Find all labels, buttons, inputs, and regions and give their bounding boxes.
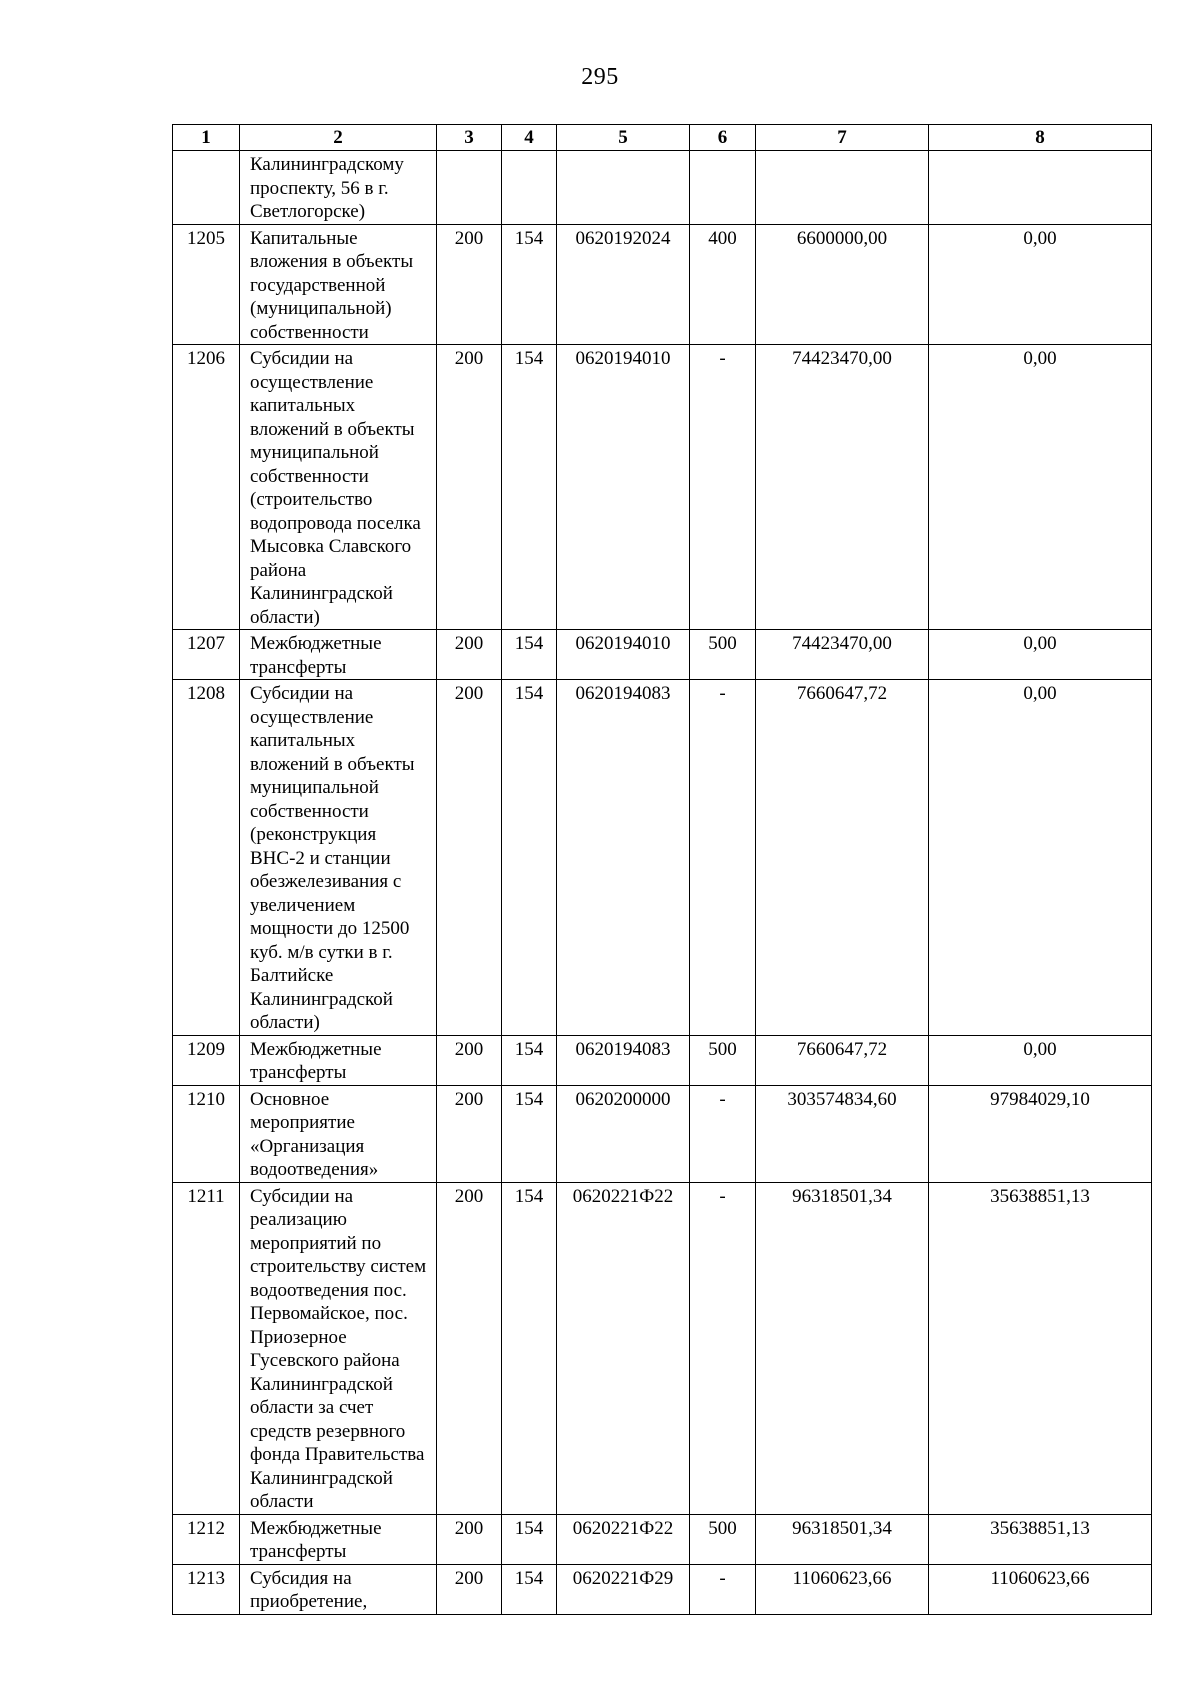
table-row	[173, 1564, 1152, 1614]
row-col6: 500	[690, 1514, 756, 1564]
row-number: 1210	[173, 1085, 240, 1182]
row-col8: 97984029,10	[929, 1085, 1152, 1182]
row-col6: -	[690, 345, 756, 630]
row-col8: 0,00	[929, 1035, 1152, 1085]
row-number: 1207	[173, 630, 240, 680]
row-col3	[437, 151, 502, 225]
row-name: Субсидия на приобретение,	[240, 1564, 437, 1614]
row-col7: 6600000,00	[756, 224, 929, 345]
row-col7: 7660647,72	[756, 680, 929, 1036]
col-header-3: 3	[437, 125, 502, 151]
row-col4: 154	[502, 1035, 557, 1085]
row-col3: 200	[437, 1035, 502, 1085]
row-col5: 0620221Ф22	[557, 1182, 690, 1514]
row-col5: 0620194010	[557, 345, 690, 630]
row-col8: 35638851,13	[929, 1514, 1152, 1564]
row-col8: 0,00	[929, 345, 1152, 630]
col-header-4: 4	[502, 125, 557, 151]
row-col7: 96318501,34	[756, 1182, 929, 1514]
row-number: 1212	[173, 1514, 240, 1564]
row-name: Межбюджетные трансферты	[240, 1514, 437, 1564]
row-col3: 200	[437, 630, 502, 680]
row-col4: 154	[502, 630, 557, 680]
col-header-1: 1	[173, 125, 240, 151]
table-row	[173, 680, 1152, 1036]
row-col3: 200	[437, 1514, 502, 1564]
row-number: 1205	[173, 224, 240, 345]
table-row	[173, 630, 1152, 680]
table-row	[173, 1085, 1152, 1182]
row-col5: 0620192024	[557, 224, 690, 345]
row-col6: 500	[690, 630, 756, 680]
row-col5: 0620194083	[557, 680, 690, 1036]
header-row	[173, 125, 1152, 151]
table-row	[173, 1182, 1152, 1514]
row-number: 1211	[173, 1182, 240, 1514]
table-row	[173, 1514, 1152, 1564]
row-col3: 200	[437, 1182, 502, 1514]
col-header-7: 7	[756, 125, 929, 151]
row-name: Субсидии на осуществление капитальных вложений в объекты муниципальной собственности (строительство водопровода поселка Мысовка Славского района Калининградской области)	[240, 345, 437, 630]
row-col3: 200	[437, 345, 502, 630]
row-col5: 0620221Ф22	[557, 1514, 690, 1564]
row-col5	[557, 151, 690, 225]
row-col8	[929, 151, 1152, 225]
row-col6: -	[690, 1564, 756, 1614]
row-name: Межбюджетные трансферты	[240, 630, 437, 680]
col-header-2: 2	[240, 125, 437, 151]
row-col4: 154	[502, 1085, 557, 1182]
row-col4: 154	[502, 345, 557, 630]
row-number: 1208	[173, 680, 240, 1036]
row-col7: 7660647,72	[756, 1035, 929, 1085]
row-name: Межбюджетные трансферты	[240, 1035, 437, 1085]
row-col4	[502, 151, 557, 225]
row-col8: 0,00	[929, 680, 1152, 1036]
row-col4: 154	[502, 1182, 557, 1514]
row-col7: 303574834,60	[756, 1085, 929, 1182]
table-row	[173, 224, 1152, 345]
col-header-6: 6	[690, 125, 756, 151]
row-col3: 200	[437, 1085, 502, 1182]
row-name: Субсидии на реализацию мероприятий по строительству систем водоотведения пос. Первомайское, пос. Приозерное Гусевского района Калининградской области за счет средств резервного фонда Правительства Калининградской области	[240, 1182, 437, 1514]
row-col6: -	[690, 1085, 756, 1182]
budget-table	[172, 124, 1152, 1615]
row-col4: 154	[502, 224, 557, 345]
table-row	[173, 1035, 1152, 1085]
row-col4: 154	[502, 680, 557, 1036]
row-col8: 0,00	[929, 224, 1152, 345]
row-col3: 200	[437, 224, 502, 345]
row-col6	[690, 151, 756, 225]
row-col4: 154	[502, 1564, 557, 1614]
row-name: Калининградскому проспекту, 56 в г. Светлогорске)	[240, 151, 437, 225]
row-col7: 74423470,00	[756, 345, 929, 630]
col-header-5: 5	[557, 125, 690, 151]
row-col4: 154	[502, 1514, 557, 1564]
row-number: 1209	[173, 1035, 240, 1085]
row-col8: 35638851,13	[929, 1182, 1152, 1514]
row-number	[173, 151, 240, 225]
row-name: Капитальные вложения в объекты государственной (муниципальной) собственности	[240, 224, 437, 345]
row-col3: 200	[437, 680, 502, 1036]
row-col3: 200	[437, 1564, 502, 1614]
row-col6: -	[690, 680, 756, 1036]
row-col7: 11060623,66	[756, 1564, 929, 1614]
row-name: Основное мероприятие «Организация водоотведения»	[240, 1085, 437, 1182]
row-col8: 0,00	[929, 630, 1152, 680]
row-number: 1206	[173, 345, 240, 630]
row-col5: 0620221Ф29	[557, 1564, 690, 1614]
row-col8: 11060623,66	[929, 1564, 1152, 1614]
row-col6: 400	[690, 224, 756, 345]
page-number: 295	[581, 64, 619, 90]
table-row	[173, 151, 1152, 225]
row-col6: -	[690, 1182, 756, 1514]
row-number: 1213	[173, 1564, 240, 1614]
table-row	[173, 345, 1152, 630]
col-header-8: 8	[929, 125, 1152, 151]
row-col7: 74423470,00	[756, 630, 929, 680]
row-col7	[756, 151, 929, 225]
row-name: Субсидии на осуществление капитальных вложений в объекты муниципальной собственности (реконструкция ВНС-2 и станции обезжелезивания с увеличением мощности до 12500 куб. м/в сутки в г. Балтийске Калининградской области)	[240, 680, 437, 1036]
row-col5: 0620194010	[557, 630, 690, 680]
row-col6: 500	[690, 1035, 756, 1085]
row-col5: 0620200000	[557, 1085, 690, 1182]
row-col7: 96318501,34	[756, 1514, 929, 1564]
row-col5: 0620194083	[557, 1035, 690, 1085]
